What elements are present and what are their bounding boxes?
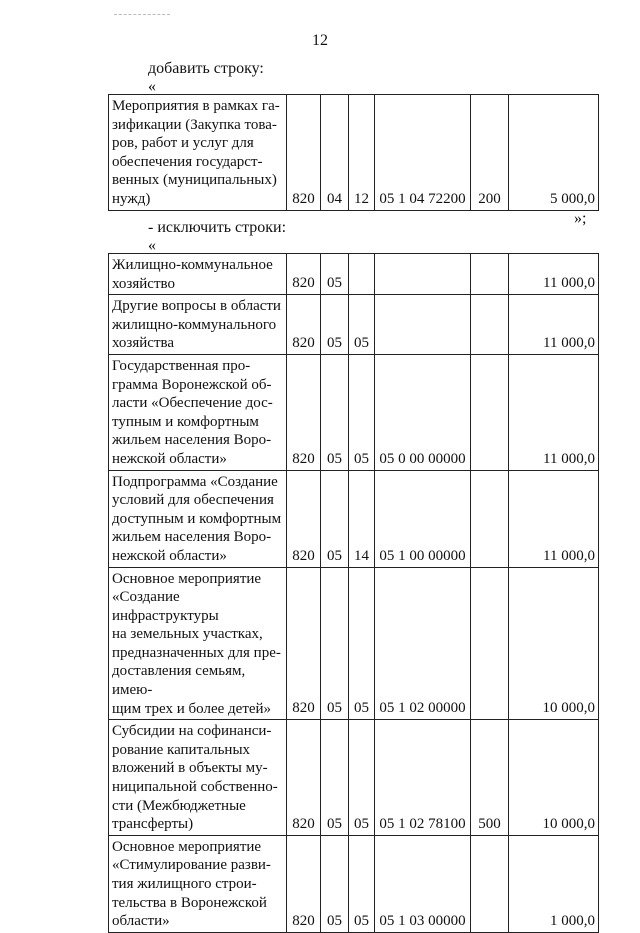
- cell-section: 05: [321, 720, 349, 836]
- cell-subsection: 12: [349, 95, 375, 211]
- remove-rows-table: [108, 253, 599, 933]
- cell-name: Подпрограмма «Создание условий для обеспечения доступным и комфортным жильем населения Воро- нежской области»: [109, 470, 287, 567]
- cell-target-article: [375, 254, 471, 295]
- cell-section: 05: [321, 835, 349, 932]
- cell-expense-type: [471, 567, 509, 720]
- cell-target-article: 05 1 02 00000: [375, 567, 471, 720]
- cell-grbs: 820: [287, 567, 321, 720]
- cell-grbs: 820: [287, 295, 321, 355]
- cell-subsection: 14: [349, 470, 375, 567]
- cell-amount: 11 000,0: [509, 254, 599, 295]
- remove-rows-heading: - исключить строки:: [148, 219, 287, 236]
- cell-expense-type: 200: [471, 95, 509, 211]
- cell-expense-type: [471, 254, 509, 295]
- table-row: [109, 835, 599, 932]
- cell-name: Мероприятия в рамках га- зификации (Закупка това- ров, работ и услуг для обеспечения государст- венных (муниципальных) нужд): [109, 95, 287, 211]
- table-row: [109, 95, 599, 211]
- cell-section: 05: [321, 295, 349, 355]
- cell-section: 05: [321, 354, 349, 470]
- cell-amount: 5 000,0: [509, 95, 599, 211]
- cell-grbs: 820: [287, 354, 321, 470]
- cell-target-article: 05 1 03 00000: [375, 835, 471, 932]
- cell-expense-type: [471, 295, 509, 355]
- cell-name: Государственная про- грамма Воронежской об- ласти «Обеспечение дос- тупным и комфортным жильем населения Воро- нежской области»: [109, 354, 287, 470]
- cell-grbs: 820: [287, 470, 321, 567]
- cell-subsection: 05: [349, 295, 375, 355]
- table-row: [109, 567, 599, 720]
- cell-name: Другие вопросы в области жилищно-коммунального хозяйства: [109, 295, 287, 355]
- cell-target-article: 05 0 00 00000: [375, 354, 471, 470]
- cell-grbs: 820: [287, 254, 321, 295]
- cell-expense-type: [471, 354, 509, 470]
- table-row: [109, 295, 599, 355]
- cell-subsection: [349, 254, 375, 295]
- cell-grbs: 820: [287, 720, 321, 836]
- close-quote: »;: [574, 210, 587, 227]
- cell-expense-type: 500: [471, 720, 509, 836]
- cell-target-article: 05 1 02 78100: [375, 720, 471, 836]
- cell-name: Жилищно-коммунальное хозяйство: [109, 254, 287, 295]
- cell-expense-type: [471, 470, 509, 567]
- cell-expense-type: [471, 835, 509, 932]
- cell-amount: 10 000,0: [509, 567, 599, 720]
- cell-subsection: 05: [349, 354, 375, 470]
- table-row: [109, 720, 599, 836]
- table-row: [109, 354, 599, 470]
- cell-section: 05: [321, 254, 349, 295]
- table-row: [109, 254, 599, 295]
- cell-section: 05: [321, 470, 349, 567]
- cell-amount: 11 000,0: [509, 295, 599, 355]
- cell-target-article: 05 1 04 72200: [375, 95, 471, 211]
- cell-name: Основное мероприятие «Создание инфраструктуры на земельных участках, предназначенных для пре- доставления семьям, имею- щим трех и более детей»: [109, 567, 287, 720]
- add-rows-table: [108, 94, 599, 211]
- open-quote-add: «: [148, 78, 156, 95]
- cell-subsection: 05: [349, 720, 375, 836]
- cell-amount: 11 000,0: [509, 354, 599, 470]
- cell-amount: 1 000,0: [509, 835, 599, 932]
- add-row-heading: добавить строку:: [148, 60, 264, 77]
- cell-amount: 11 000,0: [509, 470, 599, 567]
- cell-section: 05: [321, 567, 349, 720]
- cell-subsection: 05: [349, 835, 375, 932]
- page-number: 12: [312, 32, 328, 49]
- cell-target-article: 05 1 00 00000: [375, 470, 471, 567]
- table-row: [109, 470, 599, 567]
- open-quote-remove: «: [148, 237, 156, 254]
- cell-grbs: 820: [287, 835, 321, 932]
- cell-amount: 10 000,0: [509, 720, 599, 836]
- cell-grbs: 820: [287, 95, 321, 211]
- cell-subsection: 05: [349, 567, 375, 720]
- cell-section: 04: [321, 95, 349, 211]
- cell-name: Субсидии на софинанси- рование капитальных вложений в объекты му- ниципальной собственно- сти (Межбюджетные трансферты): [109, 720, 287, 836]
- scan-artifact-line: [114, 14, 170, 15]
- cell-name: Основное мероприятие «Стимулирование разви- тия жилищного строи- тельства в Воронежской области»: [109, 835, 287, 932]
- cell-target-article: [375, 295, 471, 355]
